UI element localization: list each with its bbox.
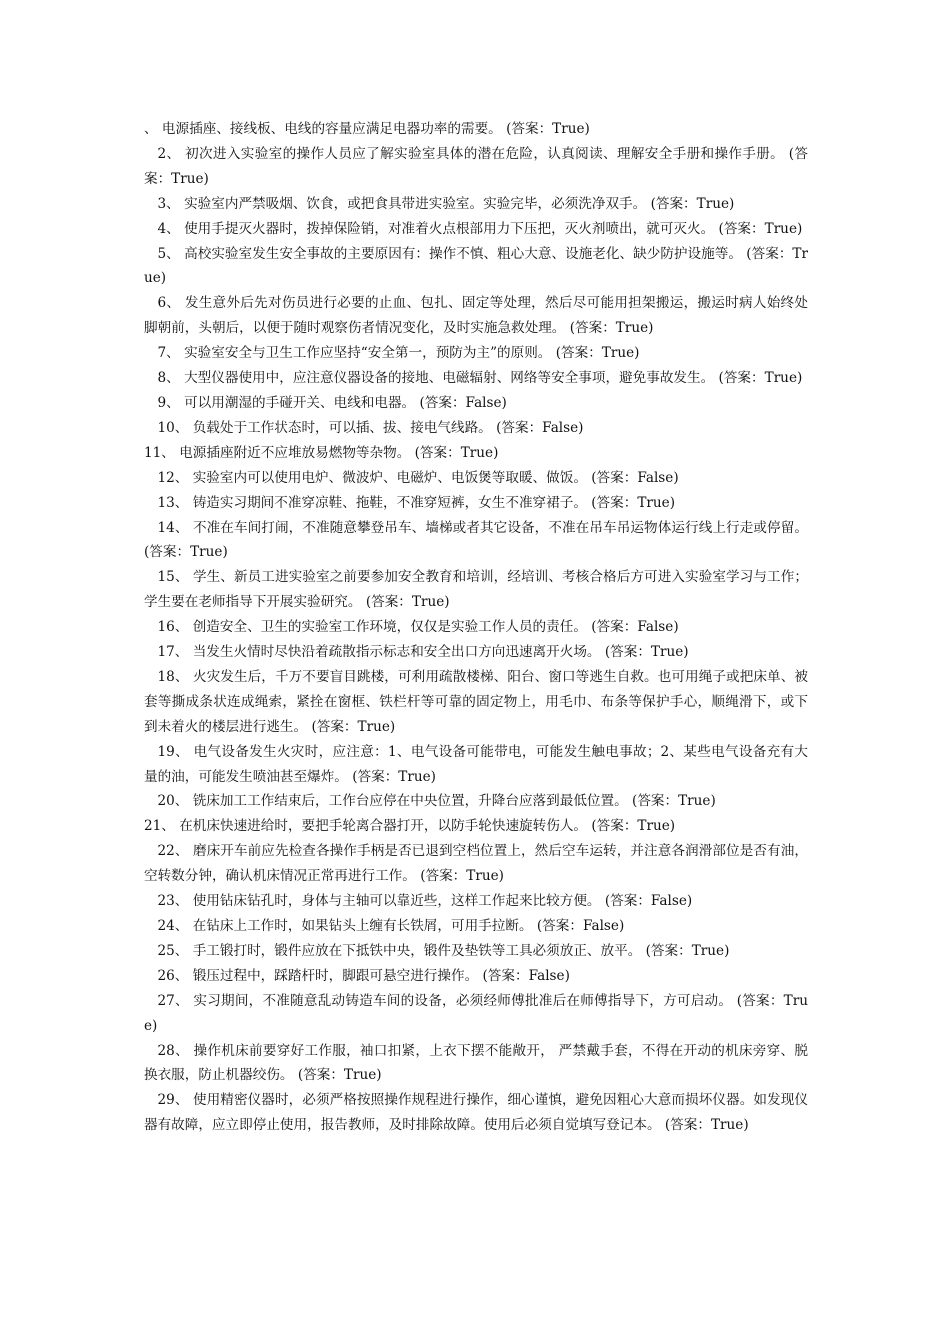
question-item: 24、 在钻床上工作时，如果钻头上缠有长铁屑，可用手拉断。 (答案：False): [157, 918, 625, 934]
question-item: 29、 使用精密仪器时，必须严格按照操作规程进行操作，细心谨慎，避免因粗心大意而损坏仪器。如发现仪器有故障，应立即停止使用，报告教师，及时排除故障。使用后必须自觉填写登记本。 (答案：True): [144, 1092, 808, 1134]
question-item: 、 电源插座、接线板、电线的容量应满足电器功率的需要。 (答案：True): [144, 121, 590, 137]
question-item: 15、 学生、新员工进实验室之前要参加安全教育和培训，经培训、考核合格后方可进入实验室学习与工作；学生要在老师指导下开展实验研究。 (答案：True): [144, 569, 808, 611]
question-item: 9、 可以用潮湿的手碰开关、电线和电器。 (答案：False): [157, 394, 507, 411]
question-item: 27、 实习期间，不准随意乱动铸造车间的设备，必须经师傅批准后在师傅指导下，方可启动。 (答案：True): [144, 992, 808, 1034]
question-item: 6、 发生意外后先对伤员进行必要的止血、包扎、固定等处理，然后尽可能用担架搬运，搬运时病人始终处脚朝前，头朝后，以便于随时观察伤者情况变化，及时实施急救处理。 (答案：True): [144, 295, 808, 337]
question-item: 28、 操作机床前要穿好工作服，袖口扣紧，上衣下摆不能敞开， 严禁戴手套，不得在开动的机床旁穿、脱换衣服，防止机器绞伤。 (答案：True): [144, 1042, 808, 1084]
question-item: 18、 火灾发生后，千万不要盲目跳楼，可利用疏散楼梯、阳台、窗口等逃生自救。也可用绳子或把床单、被套等撕成条状连成绳索，紧拴在窗框、铁栏杆等可靠的固定物上，用毛巾、布条等保护手心，顺绳滑下，或下到未着火的楼层进行逃生。 (答案：True): [144, 668, 808, 735]
question-item: 12、 实验室内可以使用电炉、微波炉、电磁炉、电饭煲等取暖、做饭。 (答案：False): [157, 469, 679, 486]
question-item: 14、 不准在车间打闹，不准随意攀登吊车、墙梯或者其它设备，不准在吊车吊运物体运行线上行走或停留。 (答案：True): [144, 519, 808, 561]
question-item: 20、 铣床加工工作结束后，工作台应停在中央位置，升降台应落到最低位置。 (答案：True): [157, 793, 716, 810]
question-item: 7、 实验室安全与卫生工作应坚持“安全第一，预防为主”的原则。 (答案：True): [157, 345, 640, 362]
question-item: 11、 电源插座附近不应堆放易燃物等杂物。 (答案：True): [144, 444, 499, 461]
question-item: 21、 在机床快速进给时，要把手轮离合器打开，以防手轮快速旋转伤人。 (答案：True): [144, 818, 676, 835]
question-item: 17、 当发生火情时尽快沿着疏散指示标志和安全出口方向迅速离开火场。 (答案：True): [157, 644, 689, 661]
question-item: 19、 电气设备发生火灾时，应注意：1、电气设备可能带电，可能发生触电事故；2、某些电气设备充有大量的油，可能发生喷油甚至爆炸。 (答案：True): [144, 743, 808, 785]
question-item: 8、 大型仪器使用中，应注意仪器设备的接地、电磁辐射、网络等安全事项，避免事故发生。 (答案：True): [157, 370, 803, 387]
question-item: 5、 高校实验室发生安全事故的主要原因有：操作不慎、粗心大意、设施老化、缺少防护设施等。 (答案：True): [144, 245, 808, 287]
question-item: 13、 铸造实习期间不准穿凉鞋、拖鞋，不准穿短裤，女生不准穿裙子。 (答案：True): [157, 494, 676, 511]
question-list: [144, 117, 808, 1138]
question-item: 10、 负载处于工作状态时，可以插、拔、接电气线路。 (答案：False): [157, 419, 584, 436]
question-item: 4、 使用手提灭火器时，拨掉保险销，对准着火点根部用力下压把，灭火剂喷出，就可灭火。 (答案：True): [157, 220, 803, 237]
question-item: 26、 锻压过程中，踩踏杆时，脚跟可悬空进行操作。 (答案：False): [157, 967, 570, 984]
question-item: 22、 磨床开车前应先检查各操作手柄是否已退到空档位置上，然后空车运转，并注意各润滑部位是否有油，空转数分钟，确认机床情况正常再进行工作。 (答案：True): [144, 843, 808, 885]
question-item: 23、 使用钻床钻孔时，身体与主轴可以靠近些，这样工作起来比较方便。 (答案：False): [157, 893, 693, 910]
question-item: 25、 手工锻打时，锻件应放在下抵铁中央，锻件及垫铁等工具必须放正、放平。 (答案：True): [157, 942, 730, 959]
question-item: 3、 实验室内严禁吸烟、饮食，或把食具带进实验室。实验完毕，必须洗净双手。 (答案：True): [157, 195, 735, 212]
question-item: 16、 创造安全、卫生的实验室工作环境，仅仅是实验工作人员的责任。 (答案：False): [157, 619, 679, 636]
question-item: 2、 初次进入实验室的操作人员应了解实验室具体的潜在危险，认真阅读、理解安全手册和操作手册。 (答案：True): [144, 145, 808, 187]
